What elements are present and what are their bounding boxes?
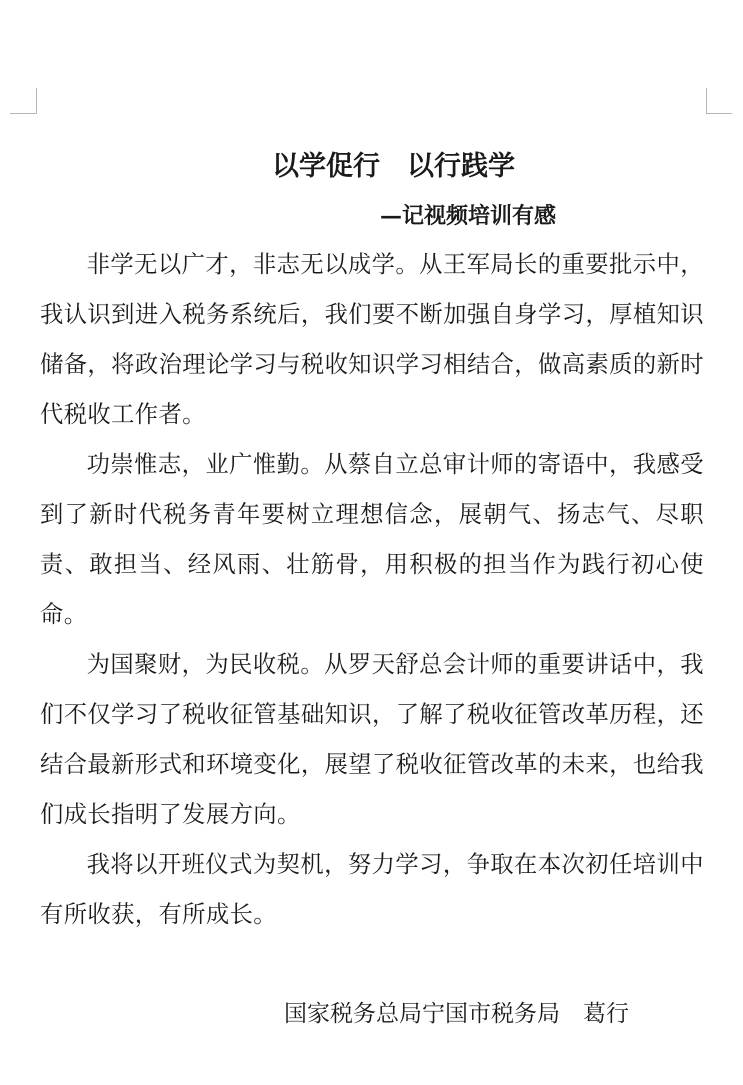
crop-mark-top-left-horizontal: [10, 113, 36, 114]
title-container: [0, 144, 743, 184]
crop-mark-top-right-horizontal: [706, 113, 732, 114]
document-body: [40, 240, 704, 940]
document-title: 以学促行 以行践学: [272, 151, 515, 182]
crop-mark-top-right-vertical: [706, 88, 707, 114]
author-signature: 国家税务总局宁国市税务局 葛行: [284, 1001, 629, 1027]
crop-mark-top-left-vertical: [36, 88, 37, 114]
paragraph-4: 我将以开班仪式为契机，努力学习，争取在本次初任培训中有所收获，有所成长。: [40, 851, 704, 928]
document-subtitle: —记视频培训有感: [380, 203, 557, 229]
paragraph-3: 为国聚财，为民收税。从罗天舒总会计师的重要讲话中，我们不仅学习了税收征管基础知识，了解了税收征管改革历程，还结合最新形式和环境变化，展望了税收征管改革的未来，也给我们成长指明了发展方向。: [40, 651, 704, 828]
paragraph-2: 功崇惟志，业广惟勤。从蔡自立总审计师的寄语中，我感受到了新时代税务青年要树立理想信念，展朝气、扬志气、尽职责、敢担当、经风雨、壮筋骨，用积极的担当作为践行初心使命。: [40, 451, 704, 628]
paragraph-1: 非学无以广才，非志无以成学。从王军局长的重要批示中，我认识到进入税务系统后，我们要不断加强自身学习，厚植知识储备，将政治理论学习与税收知识学习相结合，做高素质的新时代税收工作者。: [40, 251, 704, 428]
